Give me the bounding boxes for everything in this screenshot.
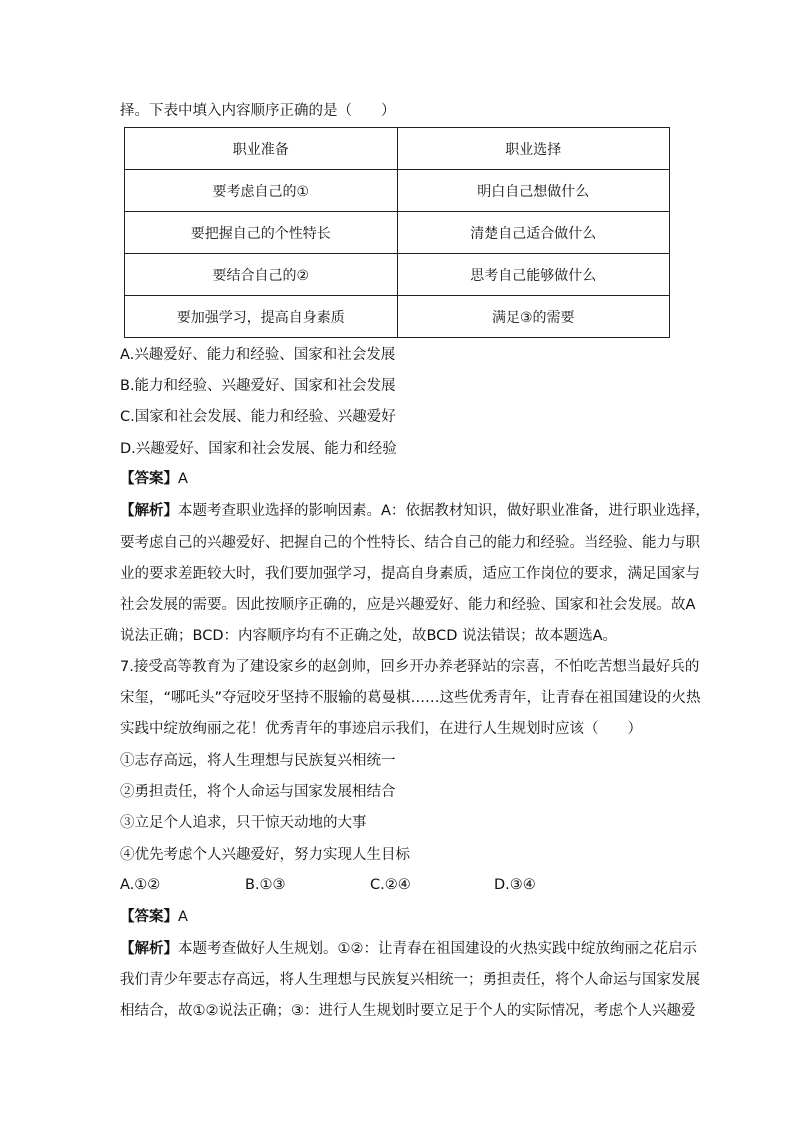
answer-label: 【答案】 (120, 908, 178, 925)
q7-choice-a: A.①② (120, 877, 161, 893)
q6-analysis-line: 社会发展的需要。因此按顺序正确的，应是兴趣爱好、能力和经验、国家和社会发展。故A (120, 597, 696, 613)
table-cell: 要加强学习，提高自身素质 (125, 296, 398, 338)
q7-analysis-line: 相结合，故①②说法正确；③：进行人生规划时要立足于个人的实际情况，考虑个人兴趣爱 (120, 1003, 696, 1019)
table-row (125, 170, 670, 212)
q7-choice-c: C.②④ (370, 877, 411, 893)
q6-option-a: A.兴趣爱好、能力和经验、国家和社会发展 (120, 347, 396, 363)
analysis-label: 【解析】 (120, 940, 178, 957)
q7-stem-line: 宋玺，“哪吒头”夺冠咬牙坚持不服输的葛曼棋……这些优秀青年，让青春在祖国建设的火热 (120, 690, 701, 706)
q7-choice-d: D.③④ (494, 877, 536, 893)
table-row (125, 296, 670, 338)
table-cell: 清楚自己适合做什么 (397, 212, 670, 254)
q7-answer (120, 907, 680, 927)
table-cell: 满足③的需要 (397, 296, 670, 338)
q6-stem: 择。下表中填入内容顺序正确的是（ ） (120, 103, 396, 119)
answer-label: 【答案】 (120, 470, 178, 487)
table-header-cell: 职业准备 (125, 128, 398, 170)
table-cell: 明白自己想做什么 (397, 170, 670, 212)
q7-statement: ①志存高远，将人生理想与民族复兴相统一 (120, 753, 396, 769)
table-header-cell: 职业选择 (397, 128, 670, 170)
analysis-text: 本题考查做好人生规划。①②：让青春在祖国建设的火热实践中绽放绚丽之花启示 (178, 941, 697, 957)
q7-analysis-line (120, 939, 697, 959)
q6-analysis-line: 要考虑自己的兴趣爱好、把握自己的个性特长、结合自己的能力和经验。当经验、能力与职 (120, 535, 700, 551)
table-cell: 要把握自己的个性特长 (125, 212, 398, 254)
q6-analysis-line (120, 501, 710, 521)
answer-value: A (178, 909, 188, 925)
q7-choices (120, 877, 680, 897)
q6-option-b: B.能力和经验、兴趣爱好、国家和社会发展 (120, 378, 396, 394)
q7-statement: ④优先考虑个人兴趣爱好，努力实现人生目标 (120, 847, 410, 863)
q6-option-c: C.国家和社会发展、能力和经验、兴趣爱好 (120, 409, 396, 425)
q6-answer (120, 469, 680, 489)
q6-analysis-line: 说法正确；BCD：内容顺序均有不正确之处，故BCD 说法错误；故本题选A。 (120, 628, 617, 644)
table-cell: 思考自己能够做什么 (397, 254, 670, 296)
q6-analysis-line: 业的要求差距较大时，我们要加强学习，提高自身素质，适应工作岗位的要求，满足国家与 (120, 566, 700, 582)
q7-analysis-line: 我们青少年要志存高远，将人生理想与民族复兴相统一；勇担责任，将个人命运与国家发展 (120, 972, 700, 988)
table-cell: 要结合自己的② (125, 254, 398, 296)
q6-option-d: D.兴趣爱好、国家和社会发展、能力和经验 (120, 441, 397, 457)
table-row (125, 254, 670, 296)
q7-statement: ③立足个人追求，只干惊天动地的大事 (120, 815, 367, 831)
analysis-label: 【解析】 (120, 502, 178, 519)
q7-stem-line: 7.接受高等教育为了建设家乡的赵剑帅，回乡开办养老驿站的宗喜，不怕吃苦想当最好兵的 (120, 659, 700, 675)
table-header-row (125, 128, 670, 170)
answer-value: A (178, 471, 188, 487)
q6-table (124, 127, 670, 338)
table-cell: 要考虑自己的① (125, 170, 398, 212)
analysis-text: 本题考查职业选择的影响因素。A：依据教材知识，做好职业准备，进行职业选择， (178, 503, 710, 519)
q7-stem-line: 实践中绽放绚丽之花！优秀青年的事迹启示我们，在进行人生规划时应该（ ） (120, 721, 642, 737)
q7-statement: ②勇担责任，将个人命运与国家发展相结合 (120, 784, 396, 800)
table-row (125, 212, 670, 254)
q7-choice-b: B.①③ (245, 877, 286, 893)
